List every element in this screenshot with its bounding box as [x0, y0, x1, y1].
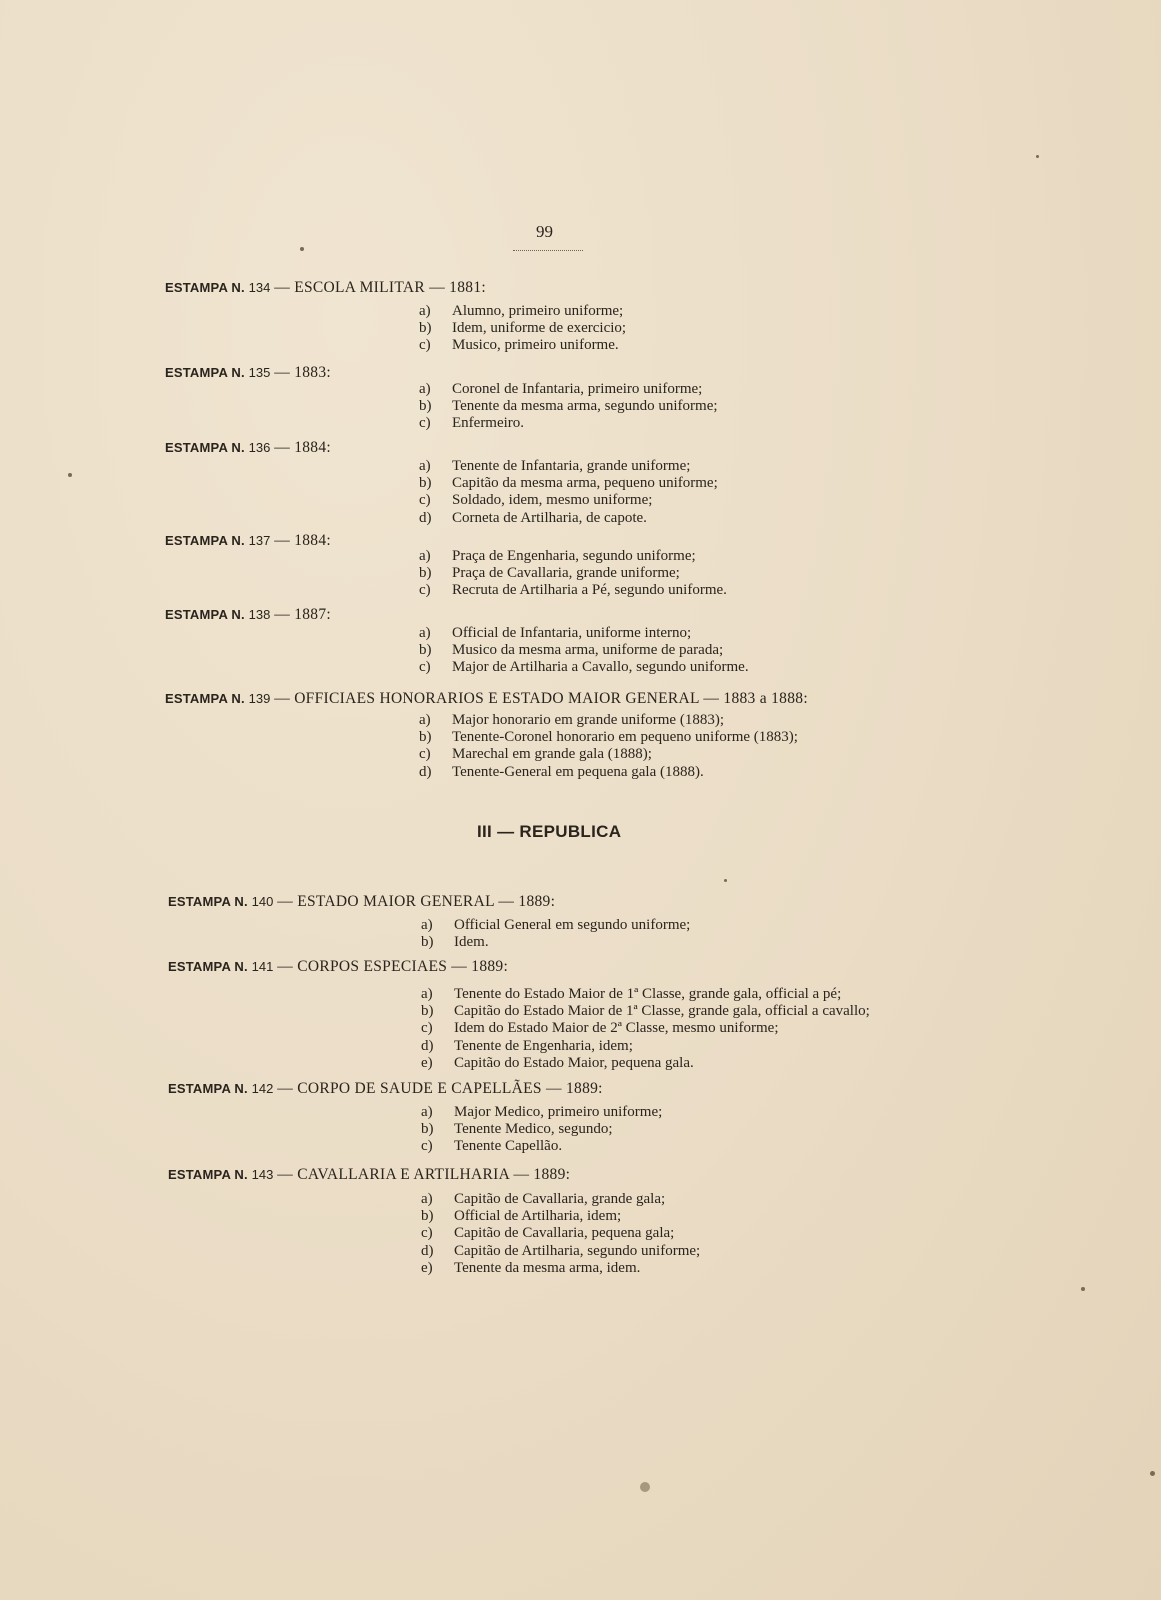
plate-number: 135 [248, 365, 271, 380]
item-letter: a) [421, 1191, 433, 1207]
item-text: Official de Infantaria, uniforme interno; [452, 625, 692, 641]
item-letter: b) [421, 934, 434, 951]
item-letter: d) [421, 1242, 434, 1259]
plate-item [421, 1003, 870, 1020]
item-text: Praça de Cavallaria, grande uniforme; [452, 565, 680, 582]
item-letter: d) [419, 763, 432, 780]
item-text: Musico da mesma arma, uniforme de parada; [452, 642, 724, 659]
plate-number: 134 [248, 280, 271, 295]
plate-label: ESTAMPA N. [165, 365, 245, 380]
item-text: Capitão do Estado Maior de 1ª Classe, grande gala, official a cavallo; [454, 1003, 870, 1020]
plate-number: 140 [251, 894, 274, 909]
page-number: 99 [536, 222, 553, 241]
plate-item [421, 1225, 700, 1242]
item-letter: a) [421, 986, 433, 1002]
plate-item-list-141 [421, 986, 870, 1072]
plate-item-list-135 [419, 381, 718, 433]
plate-item [421, 934, 690, 951]
plate-item [419, 548, 727, 565]
plate-heading-143 [168, 1166, 570, 1184]
paper-speck [68, 473, 72, 477]
plate-item-list-143 [421, 1191, 700, 1277]
item-text: Tenente da mesma arma, segundo uniforme; [452, 398, 718, 415]
plate-item [421, 1104, 662, 1121]
item-text: Soldado, idem, mesmo uniforme; [452, 492, 653, 509]
section-heading: III — REPUBLICA [477, 822, 622, 841]
plate-title: — CAVALLARIA E ARTILHARIA — 1889: [277, 1166, 571, 1183]
plate-item [419, 712, 798, 729]
item-text: Capitão de Cavallaria, grande gala; [454, 1191, 666, 1207]
plate-item [419, 337, 626, 354]
paper-speck [724, 879, 727, 882]
plate-heading-134 [165, 279, 486, 297]
item-letter: c) [419, 582, 431, 599]
item-text: Corneta de Artilharia, de capote. [452, 509, 647, 526]
plate-item [421, 1243, 700, 1260]
plate-item [419, 303, 626, 320]
item-letter: b) [419, 565, 432, 582]
plate-heading-139 [165, 690, 808, 708]
plate-item [419, 415, 718, 432]
item-letter: b) [421, 1121, 434, 1138]
plate-item [419, 492, 718, 509]
item-text: Official de Artilharia, idem; [454, 1208, 622, 1225]
plate-item [419, 475, 718, 492]
plate-item [421, 1260, 700, 1277]
item-text: Marechal em grande gala (1888); [452, 746, 652, 763]
plate-title: — ESTADO MAIOR GENERAL — 1889: [277, 893, 556, 910]
item-letter: c) [419, 337, 431, 354]
item-text: Idem do Estado Maior de 2ª Classe, mesmo uniforme; [454, 1020, 779, 1037]
plate-label: ESTAMPA N. [168, 894, 248, 909]
item-text: Tenente da mesma arma, idem. [454, 1259, 641, 1276]
plate-item [421, 1191, 700, 1208]
plate-item [419, 381, 718, 398]
page-number-rule [513, 247, 583, 251]
item-letter: b) [419, 475, 432, 492]
plate-item-list-134 [419, 303, 626, 355]
plate-label: ESTAMPA N. [165, 691, 245, 706]
plate-title: — 1887: [274, 606, 332, 623]
item-letter: a) [419, 303, 431, 319]
plate-item [419, 625, 749, 642]
item-letter: c) [419, 659, 431, 676]
plate-item [421, 1055, 870, 1072]
item-letter: c) [419, 415, 431, 432]
plate-item [419, 642, 749, 659]
plate-item [419, 659, 749, 676]
plate-item [419, 565, 727, 582]
item-letter: b) [421, 1003, 434, 1020]
item-letter: a) [421, 917, 433, 933]
item-text: Major de Artilharia a Cavallo, segundo uniforme. [452, 659, 749, 676]
plate-number: 136 [248, 440, 271, 455]
item-text: Praça de Engenharia, segundo uniforme; [452, 548, 696, 564]
item-text: Major honorario em grande uniforme (1883); [452, 712, 724, 728]
plate-title: — 1884: [274, 532, 332, 549]
plate-item [419, 458, 718, 475]
plate-number: 143 [251, 1167, 274, 1182]
plate-item [421, 1020, 870, 1037]
item-text: Coronel de Infantaria, primeiro uniforme; [452, 381, 703, 397]
item-letter: b) [419, 642, 432, 659]
plate-heading-141 [168, 958, 508, 976]
plate-item [419, 320, 626, 337]
item-text: Enfermeiro. [452, 415, 525, 432]
item-letter: d) [421, 1037, 434, 1054]
item-text: Idem, uniforme de exercicio; [452, 320, 627, 337]
plate-number: 137 [248, 533, 271, 548]
plate-item [419, 398, 718, 415]
item-text: Tenente de Infantaria, grande uniforme; [452, 458, 691, 474]
plate-item [421, 1208, 700, 1225]
item-letter: b) [419, 729, 432, 746]
item-text: Tenente Medico, segundo; [454, 1121, 613, 1138]
plate-item [419, 746, 798, 763]
item-letter: e) [421, 1054, 433, 1071]
item-text: Tenente do Estado Maior de 1ª Classe, grande gala, official a pé; [454, 986, 842, 1002]
plate-item-list-142 [421, 1104, 662, 1156]
plate-label: ESTAMPA N. [165, 533, 245, 548]
item-text: Tenente Capellão. [454, 1138, 563, 1155]
item-letter: b) [419, 320, 432, 337]
item-text: Tenente de Engenharia, idem; [454, 1037, 633, 1054]
item-text: Capitão da mesma arma, pequeno uniforme; [452, 475, 718, 492]
plate-title: — OFFICIAES HONORARIOS E ESTADO MAIOR GENERAL — 1883 a 1888: [274, 690, 808, 707]
plate-item [421, 1138, 662, 1155]
plate-title: — CORPOS ESPECIAES — 1889: [277, 958, 509, 975]
paper-speck [1036, 155, 1039, 158]
plate-item [421, 986, 870, 1003]
plate-heading-135 [165, 364, 331, 382]
plate-label: ESTAMPA N. [165, 607, 245, 622]
plate-title: — 1883: [274, 364, 332, 381]
plate-label: ESTAMPA N. [165, 440, 245, 455]
plate-heading-138 [165, 606, 331, 624]
plate-label: ESTAMPA N. [168, 1167, 248, 1182]
item-letter: a) [419, 712, 431, 728]
item-text: Official General em segundo uniforme; [454, 917, 691, 933]
item-text: Major Medico, primeiro uniforme; [454, 1104, 663, 1120]
plate-item-list-136 [419, 458, 718, 527]
plate-title: — CORPO DE SAUDE E CAPELLÃES — 1889: [277, 1080, 603, 1097]
plate-heading-136 [165, 439, 331, 457]
item-letter: b) [421, 1208, 434, 1225]
item-letter: c) [421, 1138, 433, 1155]
item-letter: e) [421, 1259, 433, 1276]
plate-number: 141 [251, 959, 274, 974]
plate-title: — 1884: [274, 439, 332, 456]
plate-number: 138 [248, 607, 271, 622]
plate-item [419, 764, 798, 781]
paper-speck [640, 1482, 650, 1492]
item-letter: c) [421, 1225, 433, 1242]
item-letter: a) [419, 458, 431, 474]
item-text: Tenente-Coronel honorario em pequeno uniforme (1883); [452, 729, 798, 746]
plate-item [421, 1121, 662, 1138]
item-text: Capitão do Estado Maior, pequena gala. [454, 1054, 694, 1071]
plate-heading-140 [168, 893, 555, 911]
plate-item-list-138 [419, 625, 749, 677]
paper-speck [1150, 1471, 1155, 1476]
item-text: Capitão de Artilharia, segundo uniforme; [454, 1242, 701, 1259]
plate-number: 139 [248, 691, 271, 706]
plate-number: 142 [251, 1081, 274, 1096]
plate-item-list-137 [419, 548, 727, 600]
plate-item [421, 1038, 870, 1055]
plate-heading-142 [168, 1080, 603, 1098]
plate-item [419, 582, 727, 599]
item-text: Capitão de Cavallaria, pequena gala; [454, 1225, 675, 1242]
plate-label: ESTAMPA N. [168, 959, 248, 974]
plate-label: ESTAMPA N. [168, 1081, 248, 1096]
item-letter: c) [419, 492, 431, 509]
item-letter: d) [419, 509, 432, 526]
item-text: Tenente-General em pequena gala (1888). [452, 763, 704, 780]
item-letter: a) [421, 1104, 433, 1120]
item-letter: a) [419, 381, 431, 397]
plate-item [419, 510, 718, 527]
plate-item-list-139 [419, 712, 798, 781]
item-letter: a) [419, 625, 431, 641]
paper-speck [300, 247, 304, 251]
item-text: Recruta de Artilharia a Pé, segundo uniforme. [452, 582, 727, 599]
plate-label: ESTAMPA N. [165, 280, 245, 295]
item-text: Idem. [454, 934, 489, 951]
item-text: Musico, primeiro uniforme. [452, 337, 619, 354]
item-text: Alumno, primeiro uniforme; [452, 303, 624, 319]
plate-item [421, 917, 690, 934]
item-letter: c) [421, 1020, 433, 1037]
plate-item-list-140 [421, 917, 690, 951]
item-letter: a) [419, 548, 431, 564]
paper-speck [1081, 1287, 1085, 1291]
item-letter: c) [419, 746, 431, 763]
plate-title: — ESCOLA MILITAR — 1881: [274, 279, 486, 296]
item-letter: b) [419, 398, 432, 415]
plate-item [419, 729, 798, 746]
plate-heading-137 [165, 532, 331, 550]
